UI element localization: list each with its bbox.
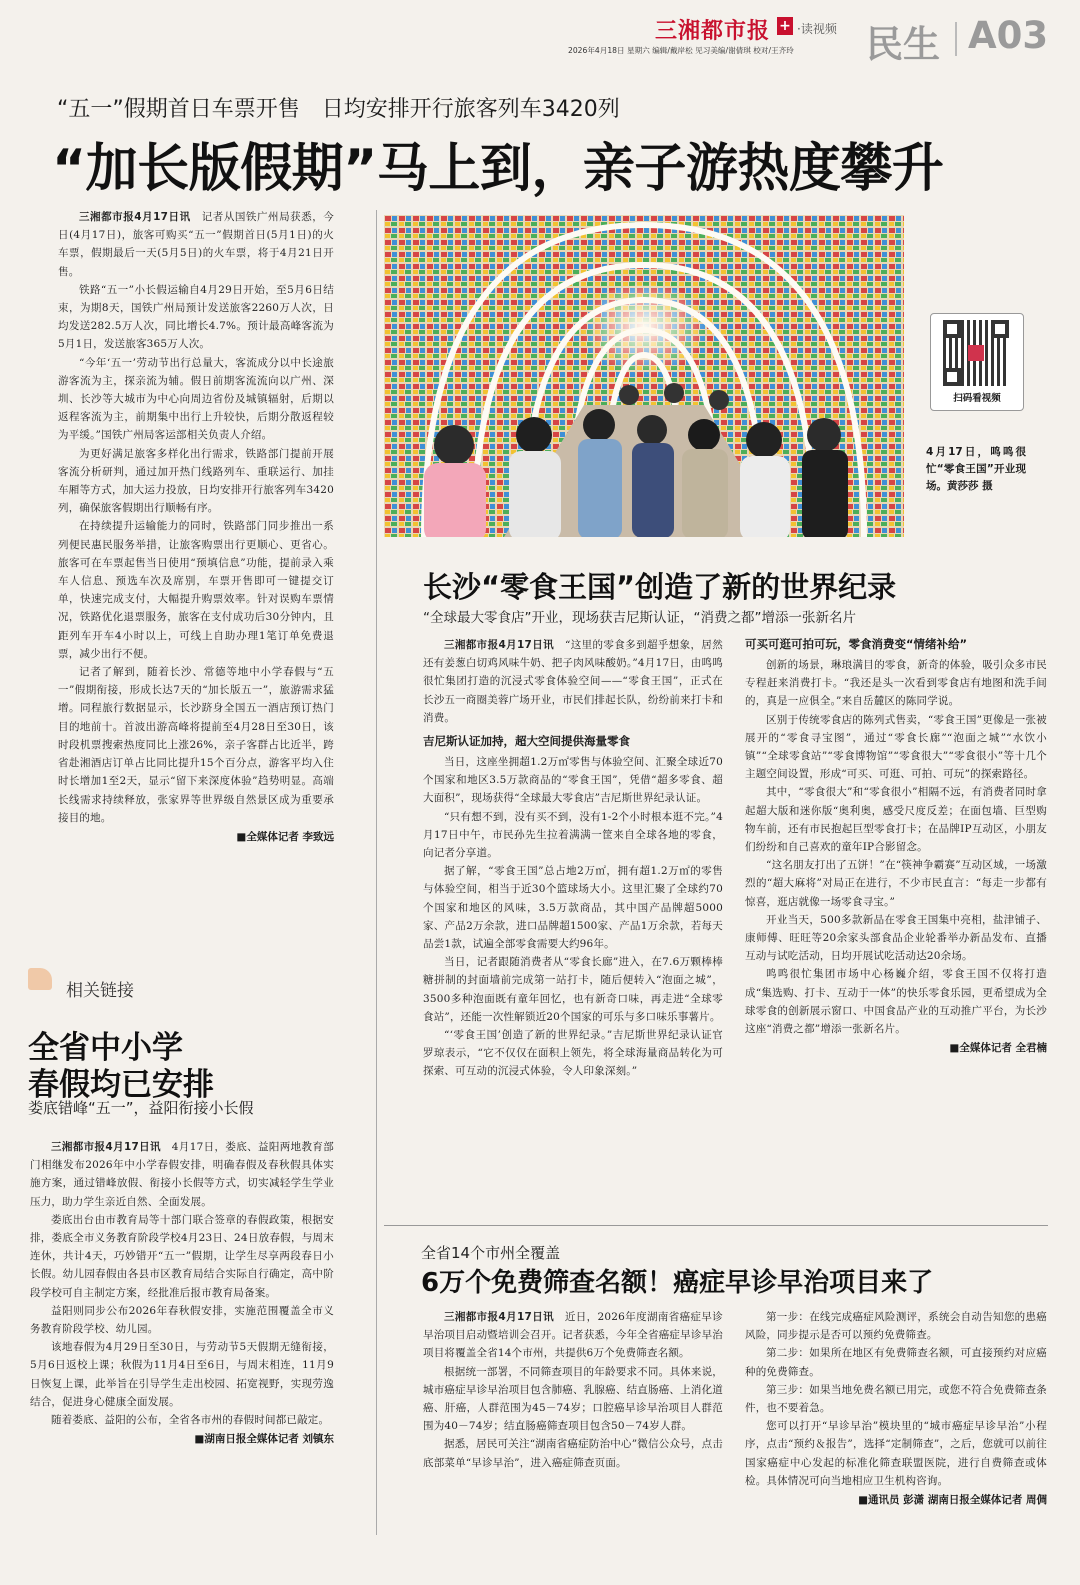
tunnel-photo bbox=[384, 215, 904, 537]
story2-paragraph: “‘零食王国’创造了新的世界纪录。”吉尼斯世界纪录认证官罗琼表示，“它不仅仅在面积上领先，将全球海量商品转化为可探索、可互动的沉浸式体验，令人印象深刻。” bbox=[423, 1029, 723, 1078]
qr-box[interactable] bbox=[930, 313, 1024, 411]
story2-byline: ■全媒体记者 全君楠 bbox=[949, 1042, 1047, 1055]
section-title: 民生 bbox=[866, 23, 940, 66]
story2-paragraph: “这名朋友打出了五饼！”在“筷神争霸赛”互动区域，一场激烈的“超大麻将”对局正在进行，不少市民直言：“每走一步都有惊喜，逛店就像一场零食寻宝。” bbox=[745, 859, 1047, 908]
story2-paragraph: 区别于传统零食店的陈列式售卖，“零食王国”更像是一张被展开的“零食寻宝图”，通过“零食长廊”“泡面之城”“水饮小镇”“全球零食站”“零食博物馆”“零食很大”“零食很小”等十几个主题空间设置，形成“可买、可逛、可拍、可玩”的探索路径。 bbox=[745, 713, 1047, 781]
story3-p1-text: 近日，2026年度湖南省癌症早诊早治项目启动暨培训会召开。记者获悉，今年全省癌症早诊早治项目将覆盖全省14个市州，共提供6万个免费筛查名额。 bbox=[423, 1311, 723, 1360]
qr-code-icon bbox=[943, 320, 1009, 386]
photo-illustration bbox=[384, 215, 904, 537]
story3-paragraph bbox=[423, 1308, 723, 1363]
brand-plus-icon: + bbox=[777, 17, 793, 35]
story2-paragraph: 创新的场景，琳琅满目的零食，新奇的体验，吸引众多市民专程赶来消费打卡。“我还是头一次看到零食店有地图和洗手间的，真是一应俱全。”来自岳麓区的陈同学说。 bbox=[745, 659, 1047, 708]
story2-paragraph: 当日，这座坐拥超1.2万㎡零售与体验空间、汇聚全球近70个国家和地区3.5万款商品的“零食王国”，凭借“超多零食、超大面积”，现场获得“全球最大零食店”吉尼斯世界纪录认证。 bbox=[423, 756, 723, 805]
story-divider bbox=[384, 1225, 1048, 1226]
related-headline-line1: 全省中小学 bbox=[28, 1030, 183, 1066]
story1-paragraph: 为更好满足旅客多样化出行需求，铁路部门提前开展客流分析研判，通过加开热门线路列车、重联运行、加挂车厢等方式，加大运力投放，日均安排开行旅客列车3420列，确保旅客假期出行顺畅有序。 bbox=[58, 447, 334, 515]
story2-paragraph: 当日，记者跟随消费者从“零食长廊”进入，在7.6万颗棒棒糖拼制的封面墙前完成第一站打卡，随后便转入“泡面之城”，3500多种泡面既有童年回忆，也有新奇口味，再走进“全球零食站”，还能一次性解锁近20个国家的可乐与多口味乐事薯片。 bbox=[423, 956, 723, 1023]
story1-paragraph: 铁路“五一”小长假运输自4月29日开始，至5月6日结束，为期8天，国铁广州局预计发送旅客2260万人次，日均发送282.5万人次，同比增长4.7%。预计最高峰客流为5月1日，发送旅客365万人次。 bbox=[58, 283, 334, 351]
column-divider bbox=[376, 210, 377, 1535]
photo-caption: 4月17日，鸣鸣很忙“零食王国”开业现场。黄莎莎 摄 bbox=[926, 446, 1026, 492]
story3-kicker: 全省14个市州全覆盖 bbox=[421, 1244, 561, 1262]
related-body bbox=[30, 1138, 334, 1538]
masthead-divider bbox=[955, 22, 957, 56]
story2-paragraph: 鸣鸣很忙集团市场中心杨巍介绍，零食王国不仅将打造成“集选购、打卡、互动于一体”的快乐零食乐园，更希望成为全球零食的创新展示窗口、中国食品产业的互动推广平台，为长沙这座“消费之都”增添一张新名片。 bbox=[745, 968, 1047, 1036]
qr-label: 扫码看视频 bbox=[953, 393, 1001, 404]
story3-body-left bbox=[423, 1308, 723, 1548]
story1-headline: “加长版假期”马上到，亲子游热度攀升 bbox=[52, 139, 944, 199]
related-paragraph: 娄底出台由市教育局等十部门联合签章的春假政策，根据安排，娄底全市义务教育阶段学校4月23日、24日放春假，与周末连休，共计4天，巧妙错开“五一”假期，让学生尽享两段春日小长假。幼儿园春假由各县市区教育局结合实际自行确定，高中阶段学校可自主制定方案，经批准后报市教育局备案。 bbox=[30, 1213, 334, 1299]
story2-subhead: “全球最大零食店”开业，现场获吉尼斯认证，“消费之都”增添一张新名片 bbox=[423, 610, 856, 626]
related-subhead: 娄底错峰“五一”，益阳衔接小长假 bbox=[28, 1099, 254, 1117]
story2-section-heading: 可买可逛可拍可玩，零食消费变“情绪补给” bbox=[745, 637, 968, 651]
related-headline-line2: 春假均已安排 bbox=[28, 1067, 214, 1103]
related-p1-text: 4月17日，娄底、益阳两地教育部门相继发布2026年中小学春假安排，明确春假及春秋假具体实施方案，通过错峰放假、衔接小长假等方式，切实减轻学生学业压力，助力学生亲近自然、全面发展。 bbox=[30, 1141, 334, 1208]
story1-byline: ■全媒体记者 李致远 bbox=[236, 830, 334, 843]
dateline: 三湘都市报4月17日讯 bbox=[51, 1141, 161, 1153]
story2-paragraph: 开业当天，500多款新品在零食王国集中亮相，盐津铺子、康师傅、旺旺等20余家头部食品企业轮番举办新品发布、直播互动与试吃活动，日均开展试吃活动达20余场。 bbox=[745, 913, 1047, 963]
story3-paragraph: 第二步：如果所在地区有免费筛查名额，可直接预约对应癌种的免费筛查。 bbox=[745, 1347, 1047, 1378]
related-paragraph: 随着娄底、益阳的公布，全省各市州的春假时间都已敲定。 bbox=[51, 1414, 330, 1427]
related-paragraph: 该地春假为4月29日至30日，与劳动节5天假期无缝衔接，5月6日返校上课；秋假为11月4日至6日，与周末相连，11月9日恢复上课，此举旨在引导学生走出校园、拓宽视野，实现劳逸结合，促进身心健康全面发展。 bbox=[30, 1341, 334, 1408]
story3-body-right bbox=[745, 1308, 1047, 1548]
story2-headline: 长沙“零食王国”创造了新的世界纪录 bbox=[423, 570, 897, 604]
story3-paragraph: 据悉，居民可关注“湖南省癌症防治中心”微信公众号，点击底部菜单“早诊早治”，进入癌症筛查页面。 bbox=[423, 1438, 723, 1469]
story1-paragraph: “今年‘五一’劳动节出行总量大，客流成分以中长途旅游客流为主，探亲流为辅。假日前期客流流向以广州、深圳、长沙等大城市为中心向周边省份及城镇辐射，后期以返程客流为主，前期集中出行上升较快，后期分散返程较为平缓。”国铁广州局客运部相关负责人介绍。 bbox=[58, 356, 334, 442]
story1-paragraph bbox=[58, 208, 334, 281]
masthead bbox=[0, 0, 1080, 70]
story2-paragraph: “只有想不到，没有买不到，没有1-2个小时根本逛不完。”4月17日中午，市民孙先生拉着满满一筐来自全球各地的零食，向记者分享道。 bbox=[423, 810, 723, 860]
story2-section-heading: 吉尼斯认证加持，超大空间提供海量零食 bbox=[423, 734, 630, 749]
story3-paragraph: 您可以打开“早诊早治”模块里的“城市癌症早诊早治”小程序，点击“预约＆报告”，选择“定制筛查”，之后，您就可以前往国家癌症中心发起的标准化筛查联盟医院，进行自费筛查或体检。具体情况可向当地相应卫生机构咨询。 bbox=[745, 1420, 1047, 1487]
story3-byline: ■通讯员 彭潇 湖南日报全媒体记者 周倜 bbox=[858, 1494, 1047, 1507]
dateline: 三湘都市报4月17日讯 bbox=[79, 211, 191, 223]
story2-paragraph: 据了解，“零食王国”总占地2万㎡，拥有超1.2万㎡的零售与体验空间，相当于近30个篮球场大小。这里汇聚了全球约70个国家和地区的风味，3.5万款商品，其中国产品牌超5000家、产品2万余款，进口品牌超1500家、产品1万余款，若每天品尝1款，试遍全部零食需要大约96年。 bbox=[423, 865, 723, 951]
story2-paragraph bbox=[423, 636, 723, 727]
story1-p1-text: 记者从国铁广州局获悉，今日(4月17日)，旅客可购买“五一”假期首日(5月1日)的火车票，假期最后一天(5月5日)的火车票，将于4月21日开售。 bbox=[58, 211, 334, 278]
story1-kicker: “五一”假期首日车票开售 日均安排开行旅客列车3420列 bbox=[57, 97, 620, 122]
paper-name: 三湘都市报 bbox=[655, 19, 771, 44]
story3-headline: 6万个免费筛查名额！癌症早诊早治项目来了 bbox=[421, 1268, 934, 1298]
dateline: 三湘都市报4月17日讯 bbox=[444, 639, 555, 651]
story3-paragraph: 第三步：如果当地免费名额已用完，或您不符合免费筛查条件，也不要着急。 bbox=[745, 1383, 1047, 1415]
story1-paragraph: 记者了解到，随着长沙、常德等地中小学春假与“五一”假期衔接，形成长达7天的“加长版五一”，旅游需求猛增。同程旅行数据显示，长沙跻身全国五一酒店预订热门目的地前十。首波出游高峰将提前至4月28日至30日，该时段机票搜索热度同比上涨26%，亲子客群占比近半，跨省赴湘酒店订单占比同比提升15个百分点，游客平均入住时长增加1至2天，显示“留下来深度体验”趋势明显。高端长线需求持续释放，张家界等世界级自然景区成为重要承接目的地。 bbox=[58, 666, 334, 824]
date-line: 2026年4月18日 星期六 编辑/戴岸松 见习美编/谢倩琪 校对/王齐玲 bbox=[568, 46, 794, 55]
page-number: A03 bbox=[968, 14, 1049, 57]
story1-body bbox=[58, 208, 334, 928]
story3-paragraph: 根据统一部署，不同筛查项目的年龄要求不同。具体来说，城市癌症早诊早治项目包含肺癌、乳腺癌、结直肠癌、上消化道癌、肝癌，人群范围为45－74岁；口腔癌早诊早治项目人群范围为40－74岁；结直肠癌筛查项目包含50－74岁人群。 bbox=[423, 1365, 723, 1433]
related-paragraph: 益阳则同步公布2026年春秋假安排，实施范围覆盖全市义务教育阶段学校、幼儿园。 bbox=[30, 1304, 334, 1336]
story1-paragraph: 在持续提升运输能力的同时，铁路部门同步推出一系列便民惠民服务举措，让旅客购票出行更顺心、更省心。旅客可在车票起售当日使用“预填信息”功能，提前录入乘车人信息、预选车次及席别，车票开售即可一键提交订单，快速完成支付，大幅提升购票效率。针对误购车票情况，铁路优化退票服务，旅客在支付成功后30分钟内，且距列车开车4小时以上，可线上自助办理1笔订单免费退票，减少出行不便。 bbox=[58, 520, 334, 660]
story3-paragraph: 第一步：在线完成癌症风险测评，系统会自动告知您的患癌风险，同步提示是否可以预约免费筛查。 bbox=[745, 1311, 1047, 1342]
related-label: 相关链接 bbox=[66, 981, 134, 1001]
dateline: 三湘都市报4月17日讯 bbox=[444, 1311, 554, 1323]
related-icon bbox=[28, 968, 52, 990]
story2-body-left bbox=[423, 636, 723, 1211]
story2-body-right bbox=[745, 636, 1047, 1216]
story2-p1-text: “这里的零食多到超乎想象，居然还有姜葱白切鸡风味牛奶、把子肉风味酸奶。”4月17日，由鸣鸣很忙集团打造的沉浸式零食体验空间——“零食王国”，正式在长沙五一商圈美蓉广场开业，市民们排起长队，纷纷前来打卡和消费。 bbox=[423, 639, 723, 724]
story2-paragraph: 其中，“零食很大”和“零食很小”相隔不远，有消费者同时拿起超大版和迷你版“奥利奥，感受尺度反差；在面包墙、巨型购物车前，还有市民抱起巨型零食打卡；在品牌IP互动区，小朋友们纷纷和自己喜欢的童年IP合影留念。 bbox=[745, 786, 1047, 854]
related-byline: ■湖南日报全媒体记者 刘镇东 bbox=[194, 1433, 334, 1446]
related-paragraph bbox=[30, 1138, 334, 1211]
app-tag: ·读视频 bbox=[797, 22, 837, 36]
